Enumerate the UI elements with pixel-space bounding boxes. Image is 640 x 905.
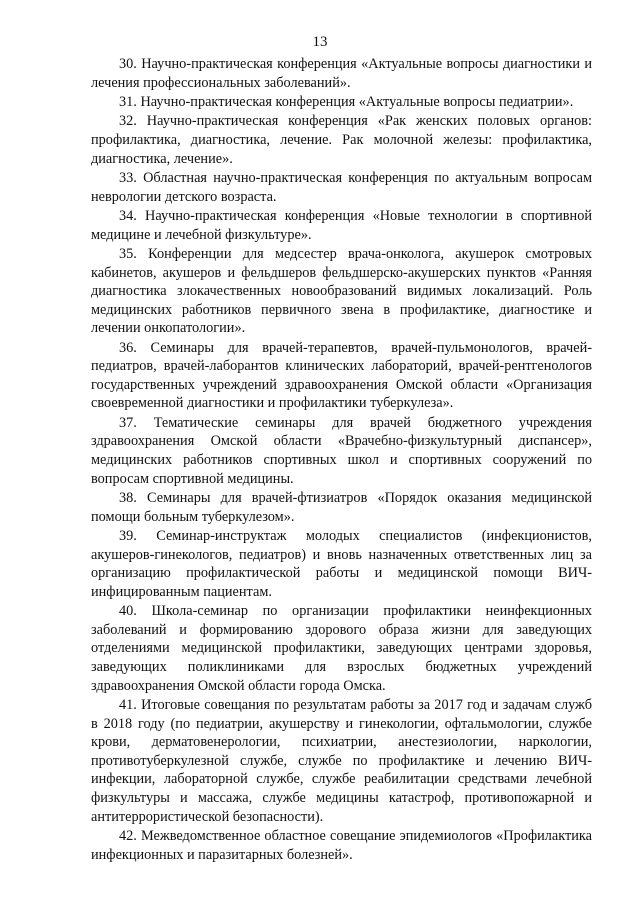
list-item: 38. Семинары для врачей-фтизиатров «Порядок оказания медицинской помощи больным туберкулезом». (91, 490, 592, 525)
list-item: 36. Семинары для врачей-терапевтов, врачей-пульмонологов, врачей-педиатров, врачей-лаборантов клинических лабораторий, врачей-рентгенологов государственных учреждений здравоохранения Омской области «Организация своевременной диагностики и профилактики туберкулеза». (91, 339, 592, 412)
list-item: 39. Семинар-инструктаж молодых специалистов (инфекционистов, акушеров-гинекологов, педиатров) и вновь назначенных ответственных лиц за организацию профилактической работы и медицинской помощи ВИЧ-инфицированным пациентам. (91, 528, 592, 600)
list-item: 41. Итоговые совещания по результатам работы за 2017 год и задачам служб в 2018 году (по педиатрии, акушерству и гинекологии, офтальмологии, службе крови, дерматовенерологии, психиатрии, анестезиологии, наркологии, противотуберкулезной службе, службе по профилактике и лечению ВИЧ-инфекции, лабораторной службе, службе реабилитации средствами лечебной физкультуры и массажа, службе медицины катастроф, противопожарной и антитеррористической безопасности). (91, 696, 592, 825)
list-item: 37. Тематические семинары для врачей бюджетного учреждения здравоохранения Омской области «Врачебно-физкультурный диспансер», медицинских работников спортивных школ и спортивных сооружений по вопросам спортивной медицины. (91, 414, 592, 487)
page-number: 13 (312, 34, 328, 50)
list-item: 33. Областная научно-практическая конференция по актуальным вопросам неврологии детского возраста. (91, 169, 592, 205)
list-item: 31. Научно-практическая конференция «Актуальные вопросы педиатрии». (119, 93, 574, 110)
list-item: 35. Конференции для медсестер врача-онколога, акушерок смотровых кабинетов, акушеров и фельдшеров фельдшерско-акушерских пунктов «Ранняя диагностика злокачественных новообразований видимых локализаций. Роль медицинских работников первичного звена в профилактике, диагностике и лечении онкопатологии». (91, 245, 592, 337)
list-item: 40. Школа-семинар по организации профилактики неинфекционных заболеваний и формированию здорового образа жизни для заведующих отделениями медицинской профилактики, заведующих центрами здоровья, заведующих поликлиниками для взрослых бюджетных учреждений здравоохранения Омской области города Омска. (91, 603, 592, 694)
item-list (91, 55, 592, 865)
list-item: 32. Научно-практическая конференция «Рак женских половых органов: профилактика, диагностика, лечение. Рак молочной железы: профилактика, диагностика, лечение». (91, 113, 592, 167)
list-item: 30. Научно-практическая конференция «Актуальные вопросы диагностики и лечения профессиональных заболеваний». (91, 56, 592, 91)
list-item: 34. Научно-практическая конференция «Новые технологии в спортивной медицине и лечебной физкультуре». (91, 207, 592, 243)
list-item: 42. Межведомственное областное совещание эпидемиологов «Профилактика инфекционных и паразитарных болезней». (91, 827, 592, 863)
